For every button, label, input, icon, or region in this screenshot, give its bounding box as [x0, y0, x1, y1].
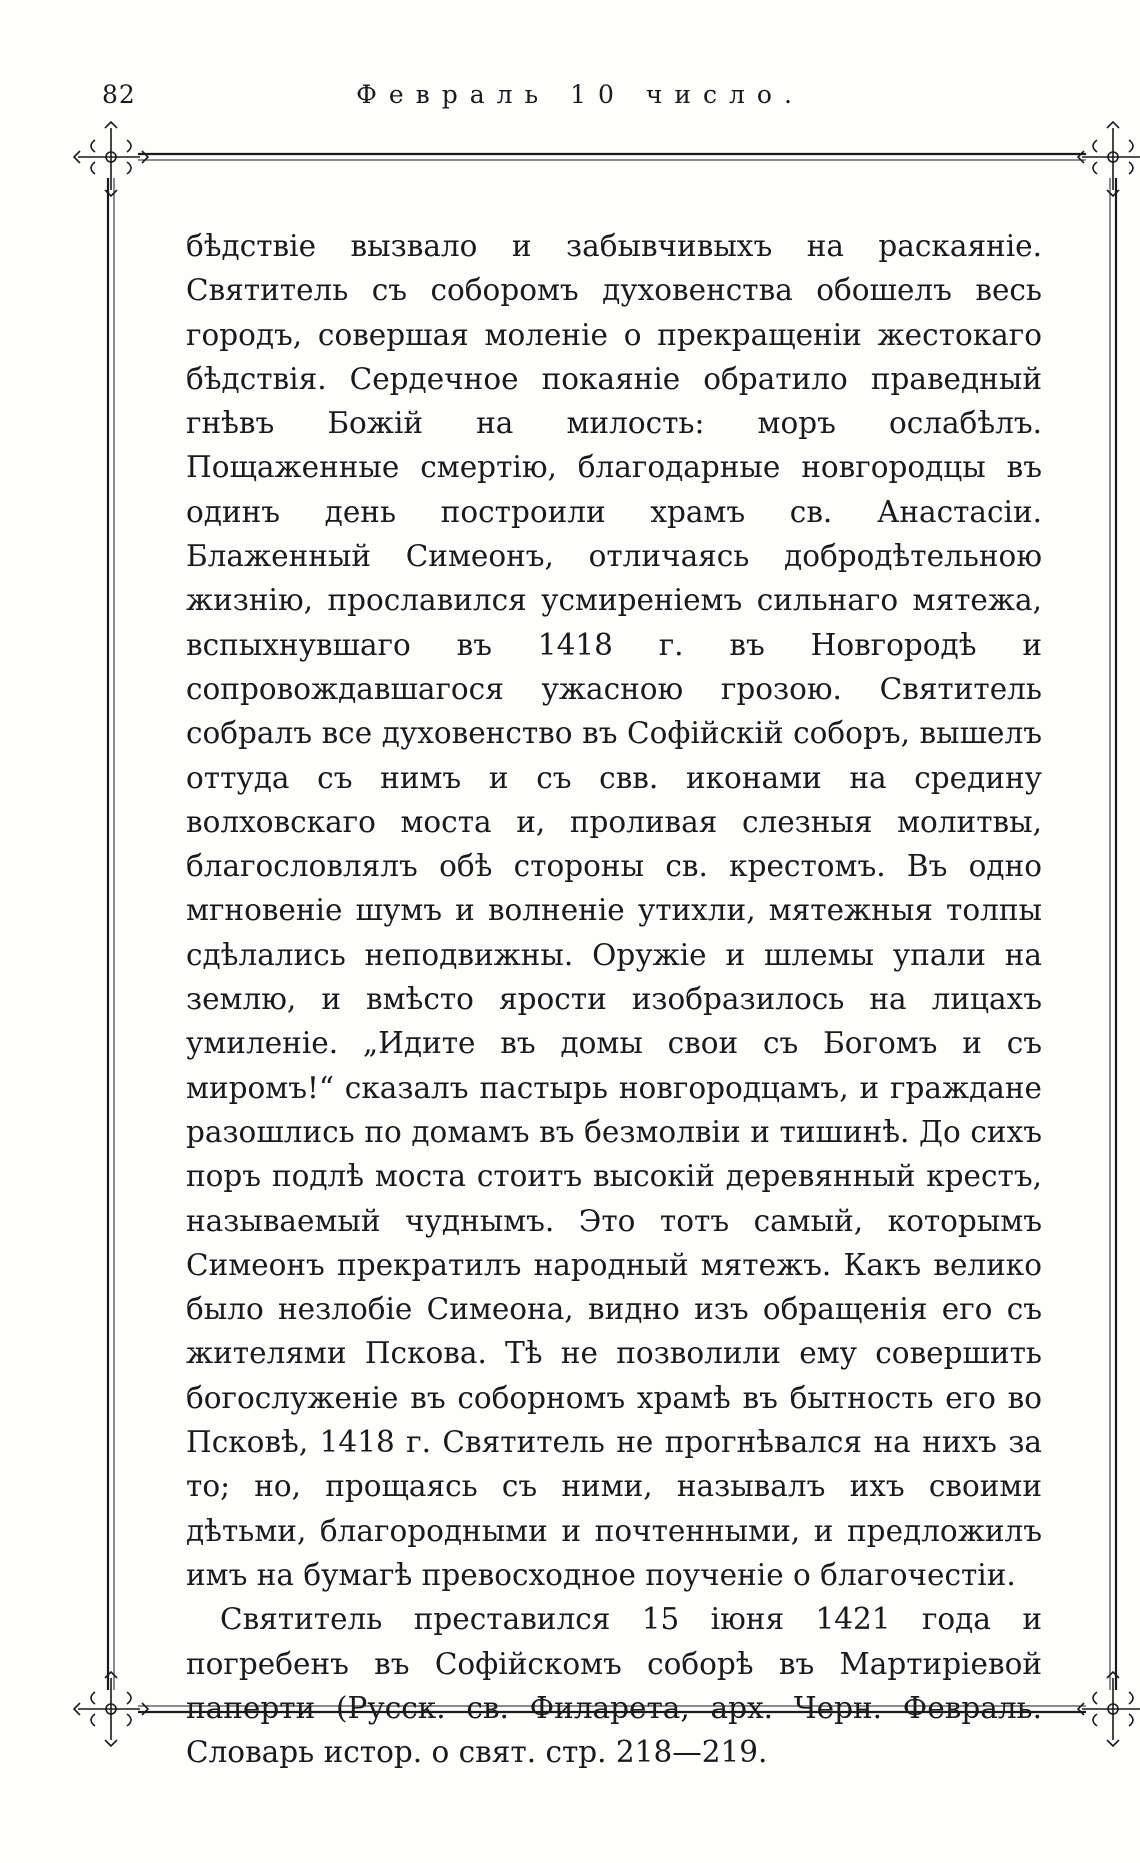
corner-ornament-bottom-left	[74, 1672, 148, 1746]
corner-ornament-bottom-right	[1078, 1672, 1140, 1746]
page-number: 82	[102, 80, 136, 109]
paragraph: Святитель преставился 15 іюня 1421 года и погребенъ въ Софійскомъ соборѣ въ Мартиріевой паперти (Русск. св. Филарета, арх. Черн. Февраль. Словарь истор. о свят. стр. 218—219.	[186, 1602, 1042, 1770]
main-text	[186, 224, 1042, 1774]
corner-ornament-top-right	[1078, 122, 1140, 196]
page-header	[0, 80, 1140, 120]
corner-ornament-top-left	[74, 122, 148, 196]
paragraph: бѣдствіе вызвало и забывчивыхъ на раскаяніе. Святитель съ соборомъ духовенства обошелъ весь городъ, совершая моленіе о прекращеніи жестокаго бѣдствія. Сердечное покаяніе обратило праведный гнѣвъ Божій на милость: моръ ослабѣлъ. Пощаженные смертію, благодарные новгородцы въ одинъ день построили храмъ св. Анастасіи. Блаженный Симеонъ, отличаясь добродѣтельною жизнію, прославился усмиреніемъ сильнаго мятежа, вспыхнувшаго въ 1418 г. въ Новгородѣ и сопровождавшагося ужасною грозою. Святитель собралъ все духовенство въ Софійскій соборъ, вышелъ оттуда съ нимъ и съ свв. иконами на средину волховскаго моста и, проливая слезныя молитвы, благословлялъ обѣ стороны св. крестомъ. Въ одно мгновеніе шумъ и волненіе утихли, мятежныя толпы сдѣлались неподвижны. Оружіе и шлемы упали на землю, и вмѣсто ярости изобразилось на лицахъ умиленіе. „Идите въ домы свои съ Богомъ и съ миромъ!“ сказалъ пастырь новгородцамъ, и граждане разошлись по домамъ въ безмолвіи и тишинѣ. До сихъ поръ подлѣ моста стоитъ высокій деревянный крестъ, называемый чуднымъ. Это тотъ самый, которымъ Симеонъ прекратилъ народный мятежъ. Какъ велико было незлобіе Симеона, видно изъ обращенія его съ жителями Пскова. Тѣ не позволили ему совершить богослуженіе въ соборномъ храмѣ въ бытность его во Псковѣ, 1418 г. Святитель не прогнѣвался на нихъ за то; но, прощаясь съ ними, называлъ ихъ своими дѣтьми, благородными и почтенными, и предложилъ имъ на бумагѣ превосходное поученіе о благочестіи.	[186, 229, 1042, 1592]
running-title: Февраль 10 число.	[356, 80, 804, 109]
